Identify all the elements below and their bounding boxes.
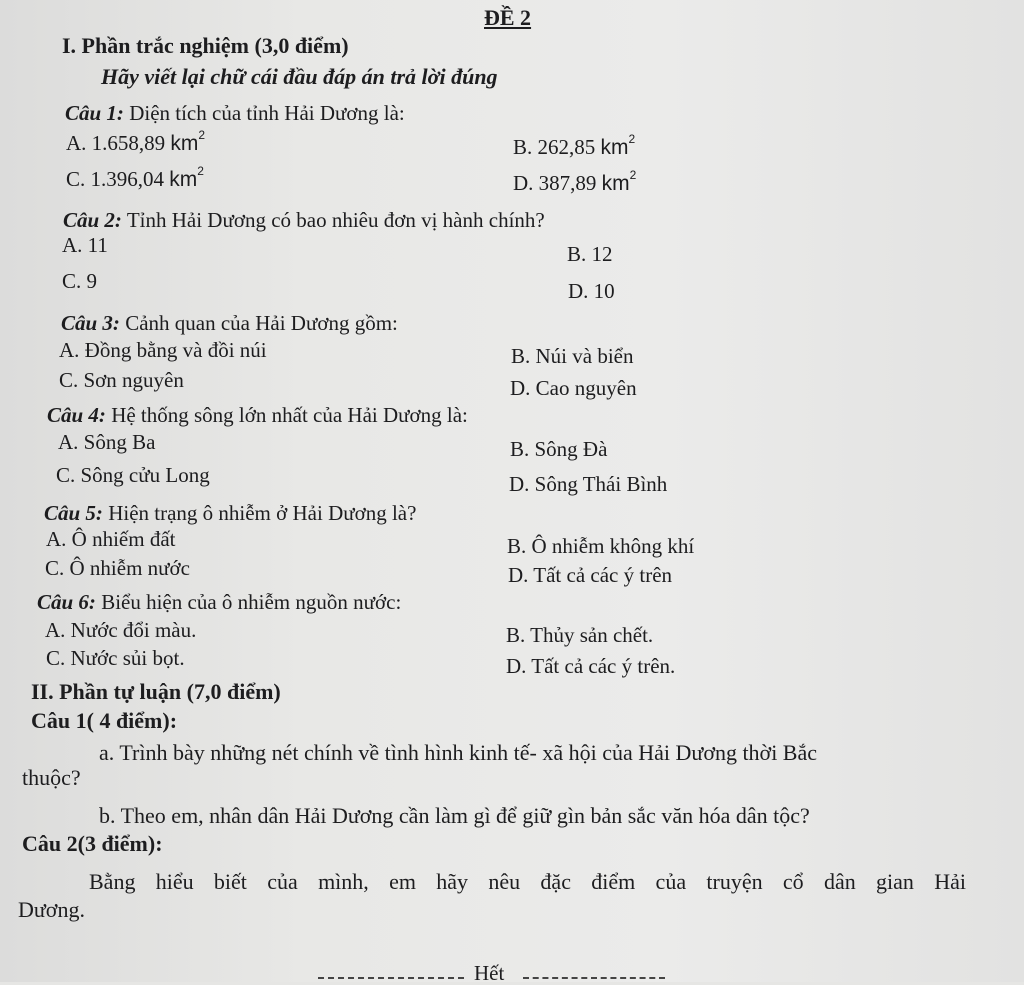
question-6-label: Câu 6: <box>37 590 96 614</box>
question-3-option-a: A. Đồng bằng và đồi núi <box>59 338 267 362</box>
question-4-option-d: D. Sông Thái Bình <box>509 472 668 496</box>
option-unit-exponent: 2 <box>629 168 637 182</box>
question-1-option-a <box>66 128 206 155</box>
question-2-option-b: B. 12 <box>567 242 613 266</box>
option-prefix: A. <box>66 131 92 155</box>
option-unit: km <box>601 172 630 195</box>
question-5-option-c: C. Ô nhiễm nước <box>45 556 190 580</box>
question-2-text: Tỉnh Hải Dương có bao nhiêu đơn vị hành chính? <box>126 208 545 232</box>
question-4-option-c: C. Sông cửu Long <box>56 463 210 487</box>
question-3 <box>61 313 398 334</box>
question-2-option-c: C. 9 <box>62 269 98 293</box>
question-6-option-b: B. Thủy sản chết. <box>506 623 654 647</box>
question-1-option-c <box>66 164 204 191</box>
option-unit: km <box>600 136 629 159</box>
question-1-label: Câu 1: <box>65 101 124 125</box>
option-prefix: C. <box>66 167 91 191</box>
question-6-text: Biểu hiện của ô nhiễm nguồn nước: <box>101 590 402 614</box>
essay-question-1-heading: Câu 1( 4 điểm): <box>31 708 178 733</box>
question-3-option-d: D. Cao nguyên <box>510 376 637 400</box>
section-1-heading: I. Phần trắc nghiệm (3,0 điểm) <box>62 33 349 58</box>
question-4-option-a: A. Sông Ba <box>58 430 156 454</box>
question-2-label: Câu 2: <box>63 208 122 232</box>
question-3-text: Cảnh quan của Hải Dương gồm: <box>125 311 398 335</box>
footer-dashes-right <box>523 977 665 979</box>
end-marker: Hết <box>474 961 505 985</box>
question-6-option-a: A. Nước đổi màu. <box>45 618 197 642</box>
essay-question-2-line-2: Dương. <box>18 897 85 922</box>
essay-question-1a-line-1: a. Trình bày những nét chính về tình hình kinh tế- xã hội của Hải Dương thời Bắc <box>99 740 818 765</box>
question-1-option-b <box>513 132 636 159</box>
question-2 <box>63 210 545 231</box>
question-1-text: Diện tích của tỉnh Hải Dương là: <box>129 101 405 125</box>
question-3-label: Câu 3: <box>61 311 120 335</box>
question-4-option-b: B. Sông Đà <box>510 437 608 461</box>
exam-title: ĐỀ 2 <box>484 5 532 30</box>
question-5-option-a: A. Ô nhiếm đất <box>46 527 176 551</box>
question-3-option-c: C. Sơn nguyên <box>59 368 184 392</box>
essay-question-2-heading: Câu 2(3 điểm): <box>22 831 163 856</box>
question-5-option-b: B. Ô nhiễm không khí <box>507 534 695 558</box>
option-unit-exponent: 2 <box>198 128 206 142</box>
option-value: 387,89 <box>538 171 597 195</box>
question-6-option-d: D. Tất cả các ý trên. <box>506 654 676 678</box>
option-unit-exponent: 2 <box>628 132 636 146</box>
question-4-text: Hệ thống sông lớn nhất của Hải Dương là: <box>111 403 468 427</box>
question-5-label: Câu 5: <box>44 501 103 525</box>
option-value: 262,85 <box>537 135 596 159</box>
option-unit-exponent: 2 <box>197 164 204 178</box>
question-3-option-b: B. Núi và biển <box>511 344 634 368</box>
question-1-option-d <box>513 168 637 195</box>
section-1-instruction: Hãy viết lại chữ cái đầu đáp án trả lời đúng <box>101 64 498 89</box>
section-2-heading: II. Phần tự luận (7,0 điểm) <box>31 679 281 704</box>
question-4 <box>47 405 468 426</box>
essay-question-1a-line-2: thuộc? <box>22 765 81 790</box>
question-1 <box>65 103 405 124</box>
question-2-option-a: A. 11 <box>62 233 108 257</box>
option-unit: km <box>170 132 199 155</box>
option-value: 1.396,04 <box>90 167 165 191</box>
question-4-label: Câu 4: <box>47 403 106 427</box>
question-5-text: Hiện trạng ô nhiễm ở Hải Dương là? <box>108 501 417 525</box>
footer-dashes-left <box>318 977 464 979</box>
question-6-option-c: C. Nước sủi bọt. <box>46 646 185 670</box>
option-prefix: B. <box>513 135 538 159</box>
question-2-option-d: D. 10 <box>568 279 615 303</box>
essay-question-1b: b. Theo em, nhân dân Hải Dương cần làm gì để giữ gìn bản sắc văn hóa dân tộc? <box>99 803 810 828</box>
question-5 <box>44 503 416 524</box>
question-6 <box>37 592 401 613</box>
question-5-option-d: D. Tất cả các ý trên <box>508 563 673 587</box>
option-prefix: D. <box>513 171 539 195</box>
essay-question-2-line-1: Bằng hiểu biết của mình, em hãy nêu đặc điểm của truyện cổ dân gian Hải <box>89 869 966 894</box>
option-value: 1.658,89 <box>91 131 166 155</box>
option-unit: km <box>169 168 198 191</box>
